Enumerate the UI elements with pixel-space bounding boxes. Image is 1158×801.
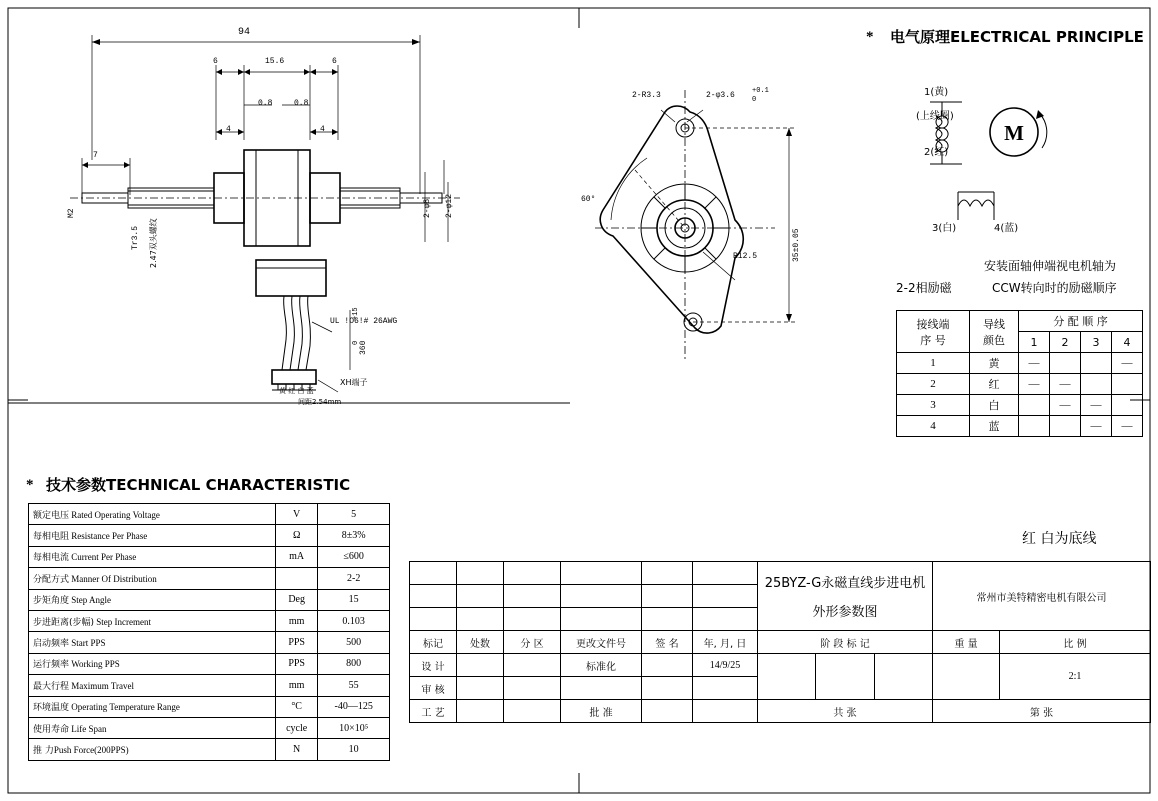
table-row: [897, 374, 1143, 395]
table-row: [897, 416, 1143, 437]
tech-row-1-unit: Ω: [275, 525, 317, 546]
dim-lead-length: 360: [359, 340, 368, 355]
table-row: [29, 696, 390, 717]
dim-r12-5: R12.5: [733, 252, 758, 261]
label-phase-mode: 2-2相励磁: [896, 281, 952, 295]
tb-cell: [816, 654, 874, 700]
tech-row-6-unit: PPS: [275, 632, 317, 653]
tb-cell: [561, 608, 642, 631]
sheet-total: 共 张: [758, 700, 933, 723]
tech-row-0-unit: V: [275, 504, 317, 525]
wiring-row-4-color: 蓝: [970, 416, 1019, 437]
tb-cell: [504, 654, 561, 677]
tech-row-9-name: 环境温度 Operating Temperature Range: [29, 696, 276, 717]
approval-label: 批 准: [561, 700, 642, 723]
tb-cell: [410, 608, 457, 631]
designer-label: 设 计: [410, 654, 457, 677]
tb-cell: [457, 608, 504, 631]
tech-row-8-name: 最大行程 Maximum Travel: [29, 675, 276, 696]
tb-cell: [642, 608, 693, 631]
tb-cell: [410, 585, 457, 608]
label-phase-desc-2: CCW转向时的励磁顺序: [992, 281, 1117, 295]
dim-m2: M2: [67, 208, 76, 218]
wiring-row-1-s3: [1081, 353, 1112, 374]
wiring-header-wire: 导线 颜色: [970, 311, 1019, 353]
tech-row-8-unit: mm: [275, 675, 317, 696]
tech-row-10-value: 10×10⁵: [318, 717, 390, 738]
tb-cell: [693, 562, 758, 585]
svg-text:M: M: [1004, 121, 1024, 145]
tb-cell: [457, 700, 504, 723]
reviewer-label: 审 核: [410, 677, 457, 700]
tb-cell: [457, 654, 504, 677]
table-row: [29, 610, 390, 631]
wiring-row-4-no: 4: [897, 416, 970, 437]
tech-row-1-value: 8±3%: [318, 525, 390, 546]
tech-row-7-name: 运行频率 Working PPS: [29, 653, 276, 674]
process-label: 工 艺: [410, 700, 457, 723]
technical-characteristic-table: [28, 503, 390, 761]
tech-row-0-name: 额定电压 Rated Operating Voltage: [29, 504, 276, 525]
tech-row-7-value: 800: [318, 653, 390, 674]
table-row: [897, 353, 1143, 374]
wiring-sequence-table: [896, 310, 1143, 437]
label-connector-colors: 黄 红 白 蓝: [279, 387, 314, 395]
dim-phi12: 2-φ12: [445, 193, 454, 218]
wiring-header-distribution: 分 配 顺 序: [1019, 311, 1143, 332]
table-row: [410, 700, 1151, 723]
wiring-row-4-s3: —: [1081, 416, 1112, 437]
tb-cell: [504, 700, 561, 723]
wiring-step-4: 4: [1112, 332, 1143, 353]
tech-heading-marker: *: [26, 477, 34, 493]
wiring-row-1-no: 1: [897, 353, 970, 374]
tech-row-0-value: 5: [318, 504, 390, 525]
tb-cell: [457, 562, 504, 585]
tech-row-8-value: 55: [318, 675, 390, 696]
tech-row-11-unit: N: [275, 739, 317, 760]
tb-cell: [504, 608, 561, 631]
tech-row-11-name: 推 力Push Force(200PPS): [29, 739, 276, 760]
wiring-row-1-color: 黄: [970, 353, 1019, 374]
tb-cell: [693, 585, 758, 608]
wiring-row-4-s2: [1050, 416, 1081, 437]
wiring-row-3-no: 3: [897, 395, 970, 416]
table-row: [29, 632, 390, 653]
dim-6-left: 6: [213, 57, 218, 66]
tb-cell: [504, 677, 561, 700]
wiring-row-1-s1: —: [1019, 353, 1050, 374]
tb-cell: [504, 562, 561, 585]
dim-2-phi3-6: 2-φ3.6: [706, 91, 735, 100]
tech-row-4-unit: Deg: [275, 589, 317, 610]
wiring-row-3-s1: [1019, 395, 1050, 416]
front-view-drawing: [20, 10, 580, 410]
tb-cell: [504, 585, 561, 608]
wiring-row-2-color: 红: [970, 374, 1019, 395]
company-name: 常州市美特精密电机有限公司: [933, 562, 1151, 631]
standardization-label: 标准化: [561, 654, 642, 677]
scale-label: 比 例: [1000, 631, 1151, 654]
dim-4-right: 4: [320, 125, 325, 134]
table-row: [29, 568, 390, 589]
tb-cell: [693, 608, 758, 631]
tech-row-7-unit: PPS: [275, 653, 317, 674]
dim-tr3-5: Tr3.5: [131, 225, 140, 250]
dim-0-8-right: 0.8: [294, 99, 309, 108]
tech-row-6-value: 500: [318, 632, 390, 653]
rev-header-mark: 标记: [410, 631, 457, 654]
dim-thread-note: 2.47双头螺纹: [149, 218, 158, 268]
label-coil-top-note: (上线圈): [916, 111, 954, 122]
tb-cell: [561, 677, 642, 700]
rev-header-docno: 更改文件号: [561, 631, 642, 654]
table-row: [29, 675, 390, 696]
dim-phi3-6-tol-up: +0.1: [752, 87, 769, 95]
rev-header-date: 年, 月, 日: [693, 631, 758, 654]
table-row: [29, 739, 390, 760]
tech-row-2-unit: mA: [275, 546, 317, 567]
tech-row-9-unit: °C: [275, 696, 317, 717]
table-row: [29, 589, 390, 610]
tech-row-4-name: 步矩角度 Step Angle: [29, 589, 276, 610]
tb-cell: [874, 654, 932, 700]
label-coil-3-white: 3(白): [932, 223, 957, 234]
electrical-heading-marker: *: [866, 29, 874, 45]
label-connector-pitch: 间距2.54mm: [298, 398, 342, 406]
dim-2-r3-3: 2-R3.3: [632, 91, 661, 100]
tb-cell: [933, 654, 1000, 700]
sheet-index: 第 张: [933, 700, 1151, 723]
table-row: [897, 395, 1143, 416]
wiring-row-2-s4: [1112, 374, 1143, 395]
tech-row-4-value: 15: [318, 589, 390, 610]
tech-row-6-name: 启动频率 Start PPS: [29, 632, 276, 653]
label-coil-1-yellow: 1(黄): [924, 87, 949, 98]
dim-7: 7: [93, 151, 98, 160]
wiring-row-4-s1: [1019, 416, 1050, 437]
tb-cell: [758, 654, 816, 700]
wiring-row-4-s4: —: [1112, 416, 1143, 437]
tech-row-10-name: 使用寿命 Life Span: [29, 717, 276, 738]
tech-row-5-name: 步进距离(步幅) Step Increment: [29, 610, 276, 631]
wiring-row-2-s3: [1081, 374, 1112, 395]
tech-row-3-name: 分配方式 Manner Of Distribution: [29, 568, 276, 589]
label-coil-2-red: 2(红): [924, 147, 949, 158]
dim-35: 35±0.05: [792, 228, 801, 262]
rev-header-sign: 签 名: [642, 631, 693, 654]
label-coil-4-blue: 4(蓝): [994, 223, 1019, 234]
dim-phi8: 2-φ8: [423, 198, 432, 218]
table-row: [29, 717, 390, 738]
rev-header-qty: 处数: [457, 631, 504, 654]
dim-6-right: 6: [332, 57, 337, 66]
tech-row-10-unit: cycle: [275, 717, 317, 738]
tech-row-2-name: 每相电流 Current Per Phase: [29, 546, 276, 567]
wiring-step-2: 2: [1050, 332, 1081, 353]
wiring-row-1-s2: [1050, 353, 1081, 374]
label-xh-connector: XH端子: [340, 378, 368, 387]
wiring-row-2-s1: —: [1019, 374, 1050, 395]
title-block: [409, 561, 1151, 723]
wiring-row-1-s4: —: [1112, 353, 1143, 374]
dim-phi3-6-tol-dn: 0: [752, 96, 757, 104]
scale-value: 2:1: [1000, 654, 1151, 700]
dim-lead-tol-dn: 0: [352, 340, 360, 345]
table-row: [29, 525, 390, 546]
table-row: [29, 504, 390, 525]
tb-cell: [642, 677, 693, 700]
tb-cell: [693, 677, 758, 700]
tech-row-11-value: 10: [318, 739, 390, 760]
table-row: [410, 562, 1151, 585]
tech-row-5-unit: mm: [275, 610, 317, 631]
dim-0-8-left: 0.8: [258, 99, 273, 108]
electrical-heading: 电气原理ELECTRICAL PRINCIPLE: [890, 28, 1144, 46]
wiring-header-row: [897, 311, 1143, 332]
tech-row-9-value: -40—125: [318, 696, 390, 717]
tech-row-1-name: 每相电阻 Resistance Per Phase: [29, 525, 276, 546]
dim-15-6: 15.6: [265, 57, 285, 66]
wiring-row-3-color: 白: [970, 395, 1019, 416]
wiring-row-3-s3: —: [1081, 395, 1112, 416]
tb-cell: [561, 585, 642, 608]
table-row: [29, 653, 390, 674]
tech-row-3-unit: [275, 568, 317, 589]
revision-header-row: [410, 631, 1151, 654]
tb-cell: [642, 585, 693, 608]
rev-header-zone: 分 区: [504, 631, 561, 654]
tb-cell: [693, 700, 758, 723]
wiring-step-3: 3: [1081, 332, 1112, 353]
weight-label: 重 量: [933, 631, 1000, 654]
date-value: 14/9/25: [693, 654, 758, 677]
wiring-step-1: 1: [1019, 332, 1050, 353]
tech-row-5-value: 0.103: [318, 610, 390, 631]
tb-cell: [561, 562, 642, 585]
tb-cell: [642, 700, 693, 723]
label-phase-desc-1: 安装面轴伸端视电机轴为: [984, 259, 1117, 273]
table-row: [29, 546, 390, 567]
tb-cell: [457, 585, 504, 608]
tech-row-2-value: ≤600: [318, 546, 390, 567]
wiring-row-3-s2: —: [1050, 395, 1081, 416]
tb-cell: [457, 677, 504, 700]
wiring-row-2-s2: —: [1050, 374, 1081, 395]
label-wire-spec: UL !O6!# 26AWG: [330, 317, 398, 326]
tb-cell: [642, 562, 693, 585]
tb-cell: [410, 562, 457, 585]
dim-60-deg: 60°: [581, 195, 596, 204]
dim-4-left: 4: [226, 125, 231, 134]
dim-lead-tol-up: +15: [352, 307, 360, 320]
tb-cell: [642, 654, 693, 677]
wiring-header-terminal: 接线端 序 号: [897, 311, 970, 353]
table-row: [410, 654, 1151, 677]
wiring-row-2-no: 2: [897, 374, 970, 395]
wiring-row-3-s4: [1112, 395, 1143, 416]
side-view-drawing: [575, 70, 875, 410]
dim-overall-94: 94: [238, 27, 251, 38]
tech-row-3-value: 2-2: [318, 568, 390, 589]
label-ground-note: 红 白为底线: [1022, 531, 1097, 547]
drawing-title: 25BYZ-G永磁直线步进电机 外形参数图: [758, 562, 933, 631]
tech-heading: 技术参数TECHNICAL CHARACTERISTIC: [46, 476, 351, 494]
stage-mark-label: 阶 段 标 记: [758, 631, 933, 654]
